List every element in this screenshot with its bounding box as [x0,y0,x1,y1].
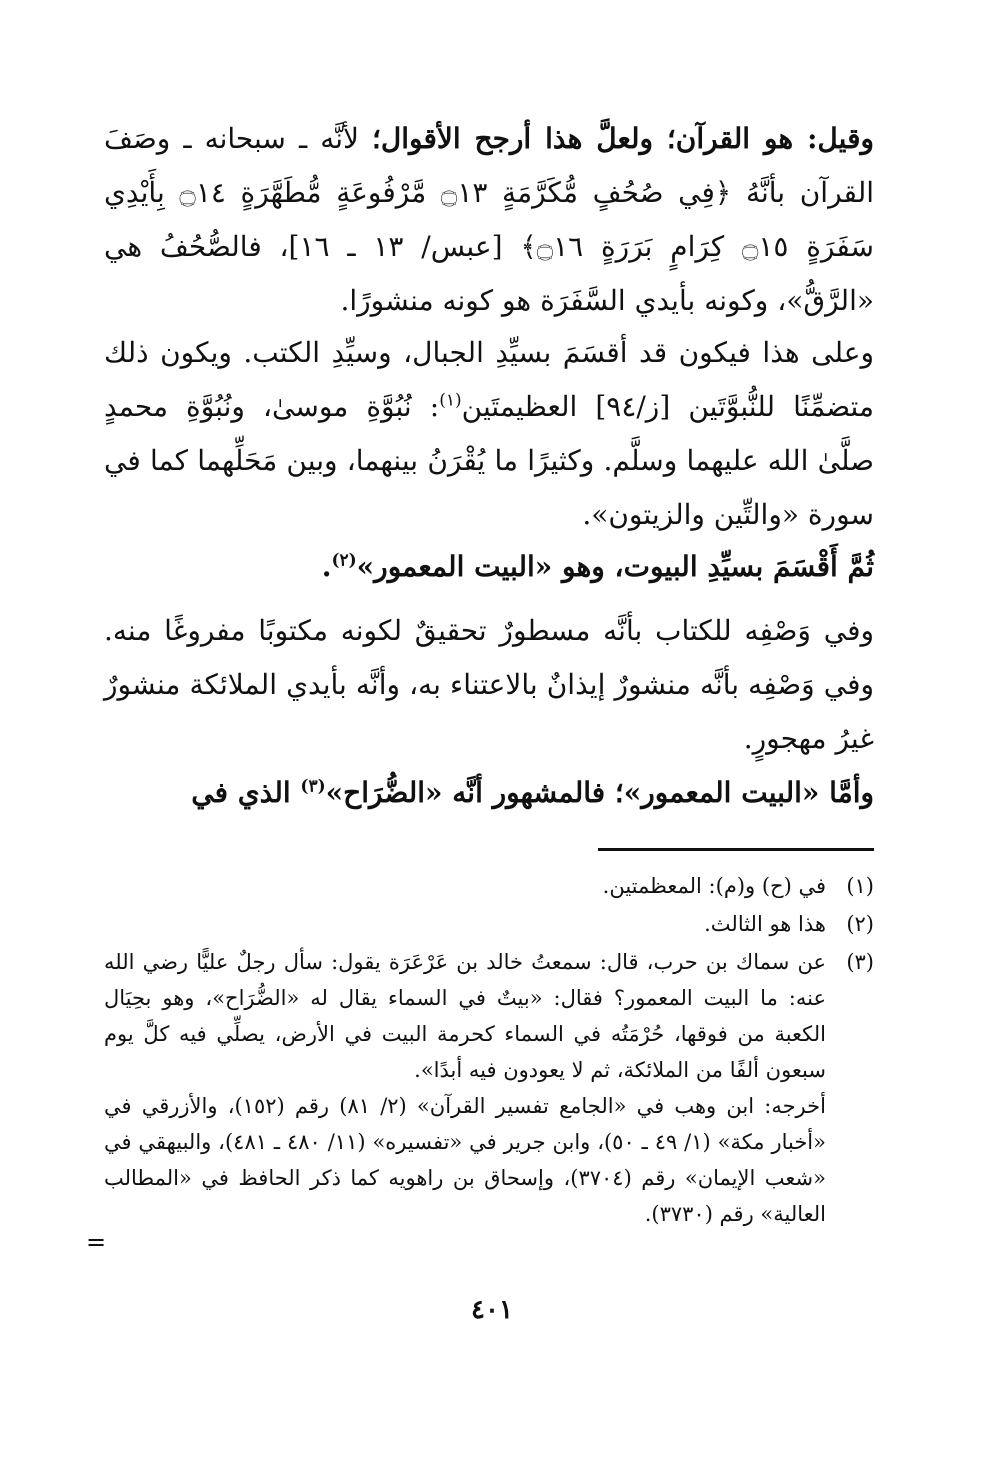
footnote-1-number: (١) [846,874,874,898]
footnote-1-text: في (ح) و(م): المعظمتين. [602,874,826,898]
paragraph-1-text-a: لأنَّه ـ سبحانه ـ وصَفَ القرآن بأنَّهُ [104,122,875,209]
footnote-3-body [104,944,826,1232]
footnote-3-number: (٣) [846,950,874,974]
quran-verse: ﴿فِي صُحُفٍ مُّكَرَّمَةٍ ۝١٣ مَّرْفُوعَةٍ مُّطَهَّرَةٍ ۝١٤ بِأَيْدِي سَفَرَةٍ ۝١٥ كِرَامٍ بَرَرَةٍ ۝١٦﴾ [104,176,875,263]
paragraph-5-end: الذي في [191,776,301,809]
footnotes [104,868,874,1234]
footnote-2-text: هذا هو الثالث. [704,912,826,936]
footnote-3-text: عن سماك بن حرب، قال: سمعتُ خالد بن عَرْعَرَة يقول: سأل رجلٌ عليًّا رضي الله عنه: ما البيت المعمور؟ فقال: «بيتٌ في السماء يقال له «الضُّرَاح»، وهو بحِيَال الكعبة من فوقها، حُرْمَتُه في السماء كحرمة البيت في الأرض، يصلِّي فيه كلَّ يوم سبعون ألفًا من الملائكة، ثم لا يعودون فيه أبدًا». [104,950,826,1082]
footnote-divider [598,848,874,851]
paragraph-1-lead: وقيل: هو القرآن؛ ولعلَّ هذا أرجح الأقوال؛ [372,122,874,155]
paragraph-3-text: ثُمَّ أَقْسَمَ بسيِّدِ البيوت، وهو «البيت المعمور» [356,550,874,583]
paragraph-3 [104,540,874,594]
footnote-1 [104,868,874,904]
footnote-2 [104,906,874,942]
footnote-ref-3: (٣) [300,776,326,797]
paragraph-2-text-a: وعلى هذا فيكون قد أقسَمَ بسيِّدِ الجبال، وسيِّدِ الكتب. ويكون ذلك متضمِّنًا للنُّبوَّتَين [ز/٩٤] العظيمتَين [104,336,875,423]
paragraph-2 [104,326,874,542]
paragraph-3-end: . [321,550,332,583]
page-number: ٤٠١ [471,1295,513,1325]
footnote-ref-1: (١) [439,390,462,411]
paragraph-5 [104,766,874,820]
footnote-ref-2: (٢) [331,550,357,571]
paragraph-5-text: وأمَّا «البيت المعمور»؛ فالمشهور أنَّه «الضُّرَاح» [325,776,874,809]
paragraph-1 [104,112,874,328]
footnote-continuation-mark: = [86,1228,107,1256]
paragraph-2-text-b: : نُبُوَّةِ موسىٰ، ونُبُوَّةِ محمدٍ صلَّىٰ الله عليهما وسلَّم. وكثيرًا ما يُقْرَنُ بينهما، وبين مَحَلِّهما كما في سورة «والتِّين والزيتون». [104,390,874,531]
paragraph-1-text-b: [عبس/ ١٣ ـ ١٦]، فالصُّحُفُ هي «الرَّقُّ»، وكونه بأيدي السَّفَرَة هو كونه منشورًا. [104,230,874,317]
footnote-2-number: (٢) [846,912,874,936]
footnote-3 [104,944,874,1232]
paragraph-4 [104,604,874,766]
footnote-3-sources: أخرجه: ابن وهب في «الجامع تفسير القرآن» (٢/ ٨١) رقم (١٥٢)، والأزرقي في «أخبار مكة» (١/ ٤٩ ـ ٥٠)، وابن جرير في «تفسيره» (١١/ ٤٨٠ ـ ٤٨١)، والبيهقي في «شعب الإيمان» رقم (٣٧٠٤)، وإسحاق بن راهويه كما ذكر الحافظ في «المطالب العالية» رقم (٣٧٣٠). [104,1094,826,1226]
paragraph-4-text: وفي وَصْفِه للكتاب بأنَّه مسطورٌ تحقيقٌ لكونه مكتوبًا مفروغًا منه. وفي وَصْفِه بأنَّه منشورٌ إيذانٌ بالاعتناء به، وأنَّه بأيدي الملائكة منشورٌ غيرُ مهجورٍ. [104,614,874,755]
